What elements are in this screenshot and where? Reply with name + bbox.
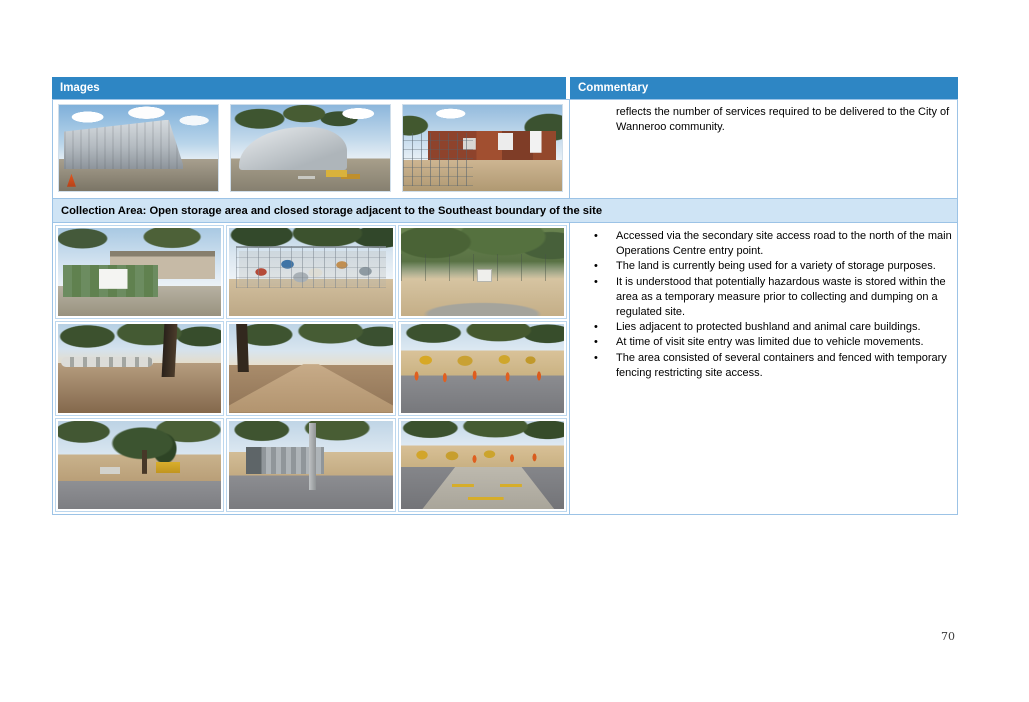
bullet-list [570, 229, 953, 381]
bullet-item: • Accessed via the secondary site access road to the north of the main Operations Centre entry point. [616, 229, 953, 259]
photo-cell [398, 418, 567, 512]
photo-cell [226, 418, 395, 512]
photo-cell [55, 418, 224, 512]
photo-cell [398, 321, 567, 415]
header-cell-images: Images [52, 77, 566, 99]
site-photo [401, 324, 564, 412]
photo-cell [55, 225, 224, 319]
bullet-item: • At time of visit site entry was limited due to vehicle movements. [616, 335, 953, 350]
section-band [53, 198, 957, 223]
site-photo [401, 421, 564, 509]
site-photo [58, 228, 221, 316]
site-photo [402, 104, 563, 192]
bullet-item: • It is understood that potentially hazardous waste is stored within the area as a temporary measure prior to collecting and dumping on a regulated site. [616, 275, 953, 321]
table-body [52, 99, 958, 515]
commentary-cell [570, 223, 957, 514]
photo-cell [55, 321, 224, 415]
bullet-item: • Lies adjacent to protected bushland and animal care buildings. [616, 320, 953, 335]
site-photo [401, 228, 564, 316]
site-photo [58, 104, 219, 192]
table-header-row [52, 77, 958, 99]
images-commentary-table [52, 77, 958, 515]
commentary-text: reflects the number of services required to be delivered to the City of Wanneroo community. [616, 106, 950, 134]
images-cell [53, 100, 570, 198]
photo-cell [226, 225, 395, 319]
photo-cell [398, 225, 567, 319]
band-title: Collection Area: Open storage area and closed storage adjacent to the Southeast boundary of the site [61, 205, 603, 217]
table-row [53, 223, 957, 514]
site-photo [229, 421, 392, 509]
table-row [53, 100, 957, 198]
site-photo [58, 324, 221, 412]
site-photo [230, 104, 391, 192]
bullet-item: • The area consisted of several containers and fenced with temporary fencing restricting site access. [616, 351, 953, 381]
bullet-item: • The land is currently being used for a variety of storage purposes. [616, 259, 953, 274]
site-photo [58, 421, 221, 509]
header-cell-commentary: Commentary [570, 77, 958, 99]
site-photo [229, 228, 392, 316]
page-number: 70 [941, 630, 955, 643]
photo-cell [226, 321, 395, 415]
site-photo [229, 324, 392, 412]
photo-grid [53, 223, 570, 514]
commentary-cell [570, 100, 957, 198]
